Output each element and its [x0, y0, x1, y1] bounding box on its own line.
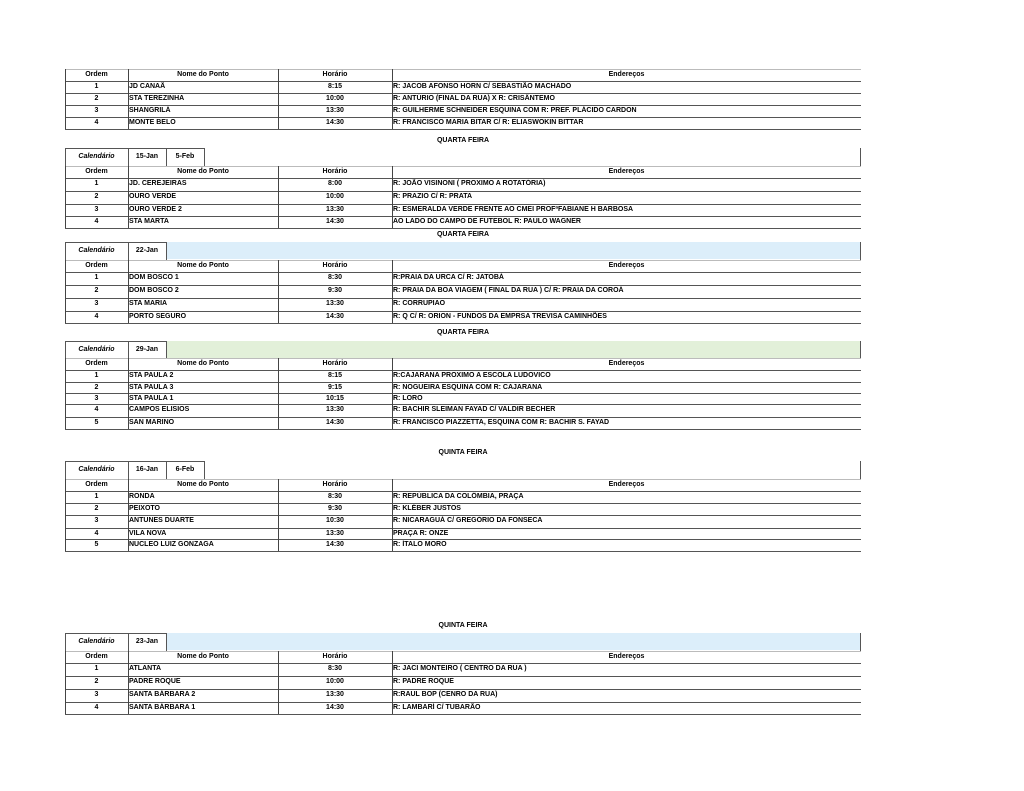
cell-nome: STA PAULA 1	[129, 395, 174, 402]
cell-ordem: 1	[94, 274, 99, 281]
header-ordem: Ordem	[85, 168, 108, 175]
cell-ordem: 4	[94, 119, 99, 126]
cell-endereco: R: JACOB AFONSO HORN C/ SEBASTIÃO MACHADO	[393, 83, 572, 90]
calendar-top-border	[65, 633, 166, 634]
cell-endereco: R: ESMERALDA VERDE FRENTE AO CMEI PROFªFABIANE H BARBOSA	[393, 206, 634, 213]
cell-nome: DOM BOSCO 2	[129, 287, 179, 294]
table-row	[65, 178, 861, 189]
row-divider	[65, 272, 861, 273]
cell-horario: 13:30	[326, 300, 344, 307]
column-divider	[392, 260, 393, 323]
cell-ordem: 1	[94, 493, 99, 500]
cell-ordem: 3	[94, 107, 99, 114]
header-horario: Horário	[322, 653, 348, 660]
column-divider	[392, 651, 393, 714]
table-row	[65, 393, 861, 404]
cell-ordem: 3	[94, 691, 99, 698]
calendar-label: Calendário	[78, 247, 115, 254]
row-divider	[65, 93, 861, 94]
table-row	[65, 298, 861, 309]
cell-endereco: R: JOÃO VISINONI ( PROXIMO A ROTATÓRIA)	[393, 180, 546, 187]
calendar-date: 15-Jan	[135, 153, 159, 160]
row-divider	[65, 651, 861, 652]
calendar-cell-border	[128, 461, 129, 479]
cell-nome: OURO VERDE	[129, 193, 177, 200]
calendar-fill	[167, 633, 860, 650]
row-divider	[65, 539, 861, 540]
table-row	[65, 311, 861, 322]
calendar-cell-border	[65, 148, 66, 166]
calendar-label: Calendário	[78, 466, 115, 473]
calendar-label: Calendário	[78, 346, 115, 353]
cell-horario: 13:30	[326, 691, 344, 698]
cell-horario: 8:30	[327, 665, 342, 672]
table-row	[65, 404, 861, 415]
header-nome: Nome do Ponto	[177, 71, 229, 78]
cell-horario: 14:30	[326, 313, 344, 320]
cell-ordem: 4	[94, 313, 99, 320]
calendar-label: Calendário	[78, 153, 115, 160]
cell-horario: 8:30	[327, 274, 342, 281]
cell-endereco: R: CORRUPIAO	[393, 300, 446, 307]
table-row	[65, 515, 861, 526]
cell-endereco: R:RAUL BOP (CENRO DA RUA)	[393, 691, 498, 698]
row-divider	[65, 689, 861, 690]
cell-ordem: 2	[94, 505, 99, 512]
cell-endereco: R:PRAIA DA URCA C/ R: JATOBÁ	[393, 274, 504, 281]
header-nome: Nome do Ponto	[177, 360, 229, 367]
cell-ordem: 4	[94, 704, 99, 711]
header-enderecos: Endereços	[608, 71, 645, 78]
row-divider	[65, 714, 861, 715]
row-divider	[65, 417, 861, 418]
calendar-cell-border	[166, 148, 167, 166]
row-divider	[65, 285, 861, 286]
column-divider	[392, 69, 393, 129]
row-divider	[65, 228, 861, 229]
day-title: QUINTA FEIRA	[438, 622, 488, 629]
cell-horario: 9:30	[327, 505, 342, 512]
row-divider	[65, 69, 861, 70]
table-row	[65, 689, 861, 700]
column-divider	[128, 479, 129, 551]
row-divider	[65, 323, 861, 324]
row-divider	[65, 117, 861, 118]
column-divider	[128, 69, 129, 129]
cell-nome: SAN MARINO	[129, 419, 175, 426]
row-divider	[65, 298, 861, 299]
table-row	[65, 93, 861, 104]
cell-endereco: R: ÍTALO MORO	[393, 541, 447, 548]
calendar-right-border	[860, 461, 861, 479]
cell-horario: 13:30	[326, 530, 344, 537]
calendar-row	[65, 461, 861, 479]
header-enderecos: Endereços	[608, 481, 645, 488]
calendar-top-border	[65, 242, 166, 243]
cell-nome: ANTUNES DUARTE	[129, 517, 194, 524]
cell-ordem: 2	[94, 287, 99, 294]
column-divider	[278, 166, 279, 228]
day-title: QUINTA FEIRA	[438, 449, 488, 456]
calendar-cell-border	[65, 341, 66, 359]
column-divider	[278, 358, 279, 429]
cell-endereco: R: JACI MONTEIRO ( CENTRO DA RUA )	[393, 665, 527, 672]
header-nome: Nome do Ponto	[177, 168, 229, 175]
calendar-top-border	[65, 461, 204, 462]
cell-horario: 10:00	[326, 678, 344, 685]
column-divider	[392, 166, 393, 228]
row-divider	[65, 370, 861, 371]
cell-nome: DOM BOSCO 1	[129, 274, 179, 281]
cell-nome: MONTE BELO	[129, 119, 176, 126]
cell-horario: 13:30	[326, 206, 344, 213]
calendar-top-border	[65, 148, 204, 149]
day-title: QUARTA FEIRA	[436, 231, 490, 238]
cell-horario: 8:15	[327, 372, 342, 379]
cell-nome: SANTA BÁRBARA 1	[129, 704, 196, 711]
cell-horario: 10:00	[326, 193, 344, 200]
table-row	[65, 663, 861, 674]
header-ordem: Ordem	[85, 481, 108, 488]
cell-nome: PADRE ROQUE	[129, 678, 181, 685]
cell-endereco: R: GUILHERME SCHNEIDER ESQUINA COM R: PREF. PLÁCIDO CARDON	[393, 107, 637, 114]
header-ordem: Ordem	[85, 360, 108, 367]
cell-endereco: R: FRANCISCO PIAZZETTA, ESQUINA COM R: BACHIR S. FAYAD	[393, 419, 610, 426]
cell-nome: STA PAULA 2	[129, 372, 174, 379]
calendar-cell-border	[128, 148, 129, 166]
table-row	[65, 81, 861, 92]
column-divider	[278, 260, 279, 323]
cell-ordem: 4	[94, 218, 99, 225]
calendar-date: 29-Jan	[135, 346, 159, 353]
table-row	[65, 370, 861, 381]
table-row	[65, 117, 861, 128]
table-header	[65, 479, 861, 490]
row-divider	[65, 528, 861, 529]
cell-horario: 13:30	[326, 107, 344, 114]
header-horario: Horário	[322, 262, 348, 269]
table-header	[65, 166, 861, 177]
cell-horario: 8:30	[327, 493, 342, 500]
cell-nome: STA MARIA	[129, 300, 168, 307]
calendar-label: Calendário	[78, 638, 115, 645]
calendar-fill	[167, 242, 860, 259]
row-divider	[65, 503, 861, 504]
table-row	[65, 216, 861, 227]
cell-ordem: 1	[94, 180, 99, 187]
cell-ordem: 1	[94, 83, 99, 90]
day-title: QUARTA FEIRA	[436, 329, 490, 336]
cell-horario: 10:30	[326, 517, 344, 524]
row-divider	[65, 663, 861, 664]
cell-nome: VILA NOVA	[129, 530, 167, 537]
cell-nome: JD. CEREJEIRAS	[129, 180, 187, 187]
calendar-cell-border	[65, 242, 66, 260]
table-row	[65, 702, 861, 713]
calendar-cell-border	[204, 461, 205, 479]
table-row	[65, 528, 861, 539]
cell-horario: 10:15	[326, 395, 344, 402]
cell-endereco: AO LADO DO CAMPO DE FUTEBOL R: PAULO WAGNER	[393, 218, 581, 225]
cell-horario: 8:00	[327, 180, 342, 187]
row-divider	[65, 515, 861, 516]
cell-endereco: R: LORO	[393, 395, 423, 402]
column-divider	[65, 69, 66, 129]
cell-endereco: PRAÇA R: ONZE	[393, 530, 449, 537]
cell-ordem: 2	[94, 95, 99, 102]
cell-horario: 9:15	[327, 384, 342, 391]
cell-endereco: R: FRANCISCO MARIA BITAR C/ R: ELIASWOKIN BITTAR	[393, 119, 584, 126]
cell-nome: OURO VERDE 2	[129, 206, 182, 213]
header-enderecos: Endereços	[608, 168, 645, 175]
column-divider	[278, 69, 279, 129]
cell-endereco: R: PRAZIO C/ R: PRATA	[393, 193, 473, 200]
header-nome: Nome do Ponto	[177, 481, 229, 488]
cell-endereco: R: KLÉBER JUSTOS	[393, 505, 461, 512]
cell-horario: 14:30	[326, 704, 344, 711]
table-row	[65, 491, 861, 502]
table-header	[65, 260, 861, 271]
cell-ordem: 1	[94, 665, 99, 672]
cell-nome: STA TEREZINHA	[129, 95, 185, 102]
row-divider	[65, 676, 861, 677]
row-divider	[65, 166, 861, 167]
row-divider	[65, 358, 861, 359]
row-divider	[65, 260, 861, 261]
calendar-date: 16-Jan	[135, 466, 159, 473]
table-row	[65, 417, 861, 428]
column-divider	[128, 260, 129, 323]
row-divider	[65, 429, 861, 430]
calendar-row	[65, 148, 861, 166]
cell-endereco: R: NOGUEIRA ESQUINA COM R: CAJARANA	[393, 384, 543, 391]
column-divider	[392, 358, 393, 429]
cell-nome: PORTO SEGURO	[129, 313, 187, 320]
calendar-cell-border	[204, 148, 205, 166]
cell-ordem: 3	[94, 300, 99, 307]
cell-endereco: R: ANTÚRIO (FINAL DA RUA) X R: CRISÂNTEMO	[393, 95, 555, 102]
cell-horario: 8:15	[327, 83, 342, 90]
column-divider	[278, 479, 279, 551]
cell-endereco: R: PRAIA DA BOA VIAGEM ( FINAL DA RUA ) C/ R: PRAIA DA COROÁ	[393, 287, 624, 294]
row-divider	[65, 382, 861, 383]
cell-ordem: 5	[94, 541, 99, 548]
column-divider	[65, 260, 66, 323]
cell-ordem: 4	[94, 406, 99, 413]
header-horario: Horário	[322, 360, 348, 367]
column-divider	[65, 358, 66, 429]
row-divider	[65, 404, 861, 405]
cell-horario: 9:30	[327, 287, 342, 294]
cell-horario: 14:30	[326, 218, 344, 225]
row-divider	[65, 216, 861, 217]
calendar-row	[65, 341, 861, 359]
table-row	[65, 105, 861, 116]
cell-nome: RONDA	[129, 493, 155, 500]
column-divider	[278, 651, 279, 714]
column-divider	[65, 479, 66, 551]
calendar-row	[65, 242, 861, 260]
cell-endereco: R: LAMBARÍ C/ TUBARÃO	[393, 704, 481, 711]
column-divider	[392, 479, 393, 551]
column-divider	[65, 166, 66, 228]
cell-nome: SANTA BÁRBARA 2	[129, 691, 196, 698]
table-row	[65, 204, 861, 215]
header-nome: Nome do Ponto	[177, 262, 229, 269]
cell-horario: 10:00	[326, 95, 344, 102]
row-divider	[65, 178, 861, 179]
header-enderecos: Endereços	[608, 653, 645, 660]
cell-nome: ATLANTA	[129, 665, 162, 672]
calendar-date: 23-Jan	[135, 638, 159, 645]
cell-ordem: 2	[94, 193, 99, 200]
cell-endereco: R: Q C/ R: ORION - FUNDOS DA EMPRSA TREVISA CAMINHÕES	[393, 313, 607, 320]
table-row	[65, 503, 861, 514]
cell-ordem: 3	[94, 395, 99, 402]
header-enderecos: Endereços	[608, 262, 645, 269]
calendar-fill	[167, 341, 860, 358]
cell-endereco: R: PADRE ROQUE	[393, 678, 454, 685]
cell-horario: 13:30	[326, 406, 344, 413]
calendar-right-border	[860, 242, 861, 260]
calendar-top-border	[65, 341, 166, 342]
column-divider	[65, 651, 66, 714]
row-divider	[65, 479, 861, 480]
header-ordem: Ordem	[85, 71, 108, 78]
cell-endereco: R: REPÚBLICA DA COLÔMBIA, PRAÇA	[393, 493, 524, 500]
row-divider	[65, 702, 861, 703]
cell-endereco: R: NICARAGUÁ C/ GREGÓRIO DA FONSECA	[393, 517, 543, 524]
header-horario: Horário	[322, 71, 348, 78]
table-header	[65, 358, 861, 369]
row-divider	[65, 551, 861, 552]
calendar-cell-border	[128, 633, 129, 651]
calendar-cell-border	[128, 341, 129, 359]
cell-nome: PEIXOTO	[129, 505, 160, 512]
cell-ordem: 1	[94, 372, 99, 379]
calendar-cell-border	[128, 242, 129, 260]
row-divider	[65, 129, 861, 130]
table-row	[65, 382, 861, 393]
cell-nome: CAMPOS ELISIOS	[129, 406, 190, 413]
column-divider	[128, 358, 129, 429]
cell-horario: 14:30	[326, 541, 344, 548]
header-ordem: Ordem	[85, 653, 108, 660]
cell-endereco: R:CAJARANA PROXIMO A ESCOLA LUDOVICO	[393, 372, 551, 379]
table-row	[65, 272, 861, 283]
table-row	[65, 285, 861, 296]
cell-nome: JD CANAÃ	[129, 83, 166, 90]
header-horario: Horário	[322, 481, 348, 488]
cell-nome: STA MARTA	[129, 218, 169, 225]
cell-endereco: R: BACHIR SLEIMAN FAYAD C/ VALDIR BECHER	[393, 406, 556, 413]
calendar-right-border	[860, 633, 861, 651]
calendar-cell-border	[65, 461, 66, 479]
calendar-right-border	[860, 341, 861, 359]
column-divider	[128, 166, 129, 228]
cell-nome: NUCLEO LUIZ GONZAGA	[129, 541, 214, 548]
table-row	[65, 191, 861, 202]
cell-ordem: 4	[94, 530, 99, 537]
row-divider	[65, 204, 861, 205]
calendar-row	[65, 633, 861, 651]
calendar-cell-border	[65, 633, 66, 651]
row-divider	[65, 81, 861, 82]
calendar-date: 5-Feb	[175, 153, 195, 160]
cell-nome: STA PAULA 3	[129, 384, 174, 391]
cell-ordem: 5	[94, 419, 99, 426]
header-enderecos: Endereços	[608, 360, 645, 367]
day-title: QUARTA FEIRA	[436, 137, 490, 144]
cell-horario: 14:30	[326, 119, 344, 126]
header-horario: Horário	[322, 168, 348, 175]
cell-ordem: 2	[94, 678, 99, 685]
row-divider	[65, 191, 861, 192]
row-divider	[65, 105, 861, 106]
header-ordem: Ordem	[85, 262, 108, 269]
calendar-right-border	[860, 148, 861, 166]
calendar-date: 22-Jan	[135, 247, 159, 254]
column-divider	[128, 651, 129, 714]
table-row	[65, 539, 861, 550]
calendar-date: 6-Feb	[175, 466, 195, 473]
table-header	[65, 69, 861, 80]
row-divider	[65, 311, 861, 312]
row-divider	[65, 491, 861, 492]
row-divider	[65, 393, 861, 394]
cell-ordem: 3	[94, 517, 99, 524]
cell-ordem: 2	[94, 384, 99, 391]
table-row	[65, 676, 861, 687]
table-header	[65, 651, 861, 662]
cell-horario: 14:30	[326, 419, 344, 426]
cell-ordem: 3	[94, 206, 99, 213]
calendar-cell-border	[166, 461, 167, 479]
header-nome: Nome do Ponto	[177, 653, 229, 660]
cell-nome: SHANGRILÁ	[129, 107, 171, 114]
